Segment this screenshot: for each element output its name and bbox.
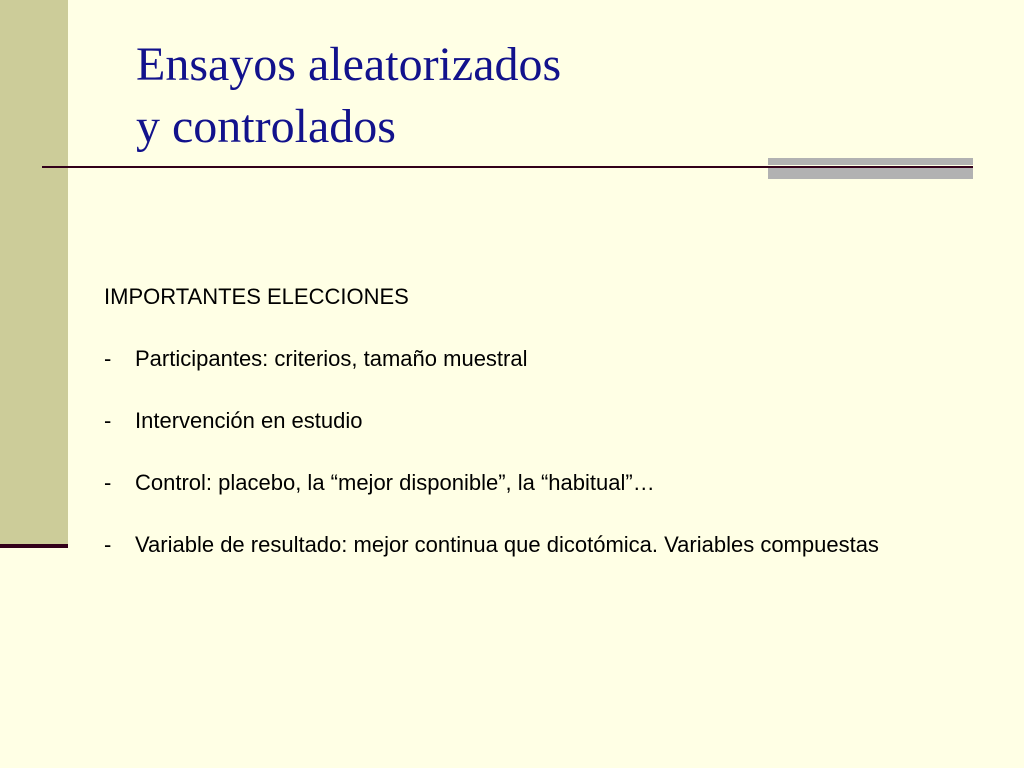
list-item-text: Control: placebo, la “mejor disponible”, la “habitual”… [135, 470, 655, 495]
body-heading: IMPORTANTES ELECCIONES [104, 284, 409, 309]
list-item [104, 345, 904, 373]
left-bar-rule [0, 544, 68, 548]
left-decorative-bar [0, 0, 68, 545]
slide-title [136, 34, 561, 158]
slide-title-line-2: y controlados [136, 100, 396, 153]
dash-bullet: - [104, 408, 112, 433]
slide-body [104, 283, 904, 593]
gray-accent-bar-bottom [768, 168, 973, 179]
list-item-text: Participantes: criterios, tamaño muestral [135, 346, 528, 371]
list-item-text: Intervención en estudio [135, 408, 363, 433]
dash-bullet: - [104, 470, 112, 495]
dash-bullet: - [104, 532, 112, 557]
gray-accent-bar-top [768, 158, 973, 165]
gray-accent-bars [768, 158, 973, 180]
list-item [104, 531, 904, 559]
dash-bullet: - [104, 346, 112, 371]
list-item [104, 469, 904, 497]
slide-title-line-1: Ensayos aleatorizados [136, 38, 562, 91]
list-item [104, 407, 904, 435]
list-item-text: Variable de resultado: mejor continua que dicotómica. Variables compuestas [135, 532, 879, 557]
